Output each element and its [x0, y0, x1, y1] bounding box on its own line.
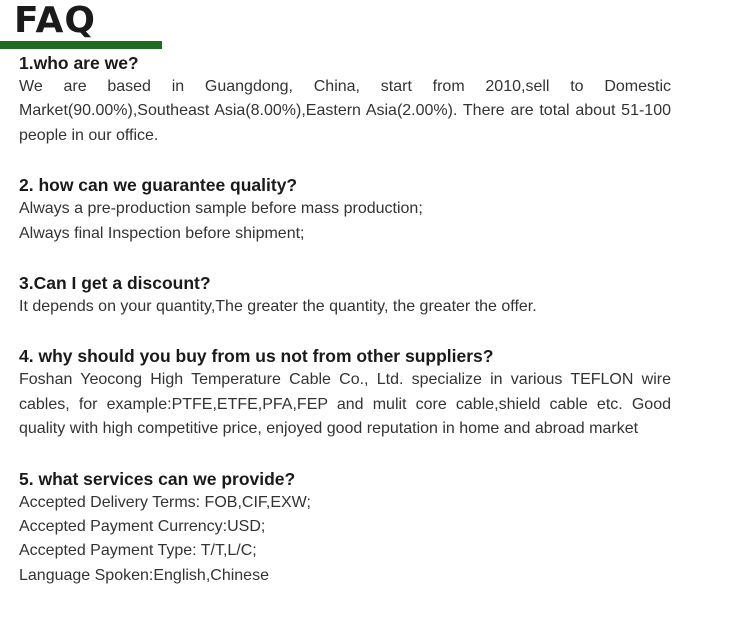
faq-item-why-us — [19, 343, 671, 441]
faq-answer-line: Language Spoken:English,Chinese — [19, 566, 269, 584]
faq-item-discount — [19, 270, 671, 319]
page-title: FAQ — [14, 0, 96, 41]
faq-question: 5. what services can we provide? — [19, 468, 296, 489]
faq-list — [19, 50, 671, 588]
faq-item-who-are-we — [19, 50, 671, 148]
faq-answer-line: Always a pre-production sample before mass production; — [19, 200, 423, 218]
faq-answer: Foshan Yeocong High Temperature Cable Co., Ltd. specialize in various TEFLON wire cables, for example:PTFE,ETFE,PFA,FEP and mulit core cable,shield cable etc. Good quality with high competitive price, enjoyed good reputation in home and abroad market — [19, 371, 671, 438]
faq-question: 2. how can we guarantee quality? — [19, 175, 298, 196]
faq-answer-line: Accepted Payment Type: T/T,L/C; — [19, 542, 257, 560]
title-underline-bar — [0, 41, 162, 49]
faq-answer-line: Accepted Delivery Terms: FOB,CIF,EXW; — [19, 493, 311, 511]
faq-item-quality — [19, 172, 671, 246]
faq-question: 3.Can I get a discount? — [19, 273, 211, 294]
faq-answer-line: Always final Inspection before shipment; — [19, 224, 305, 242]
faq-item-services — [19, 466, 671, 589]
faq-question: 4. why should you buy from us not from other suppliers? — [19, 346, 494, 367]
faq-answer: We are based in Guangdong, China, start from 2010,sell to Domestic Market(90.00%),Southeast Asia(8.00%),Eastern Asia(2.00%). There are total about 51-100 people in our office. — [19, 78, 671, 144]
faq-answer: It depends on your quantity,The greater the quantity, the greater the offer. — [19, 298, 537, 316]
faq-question: 1.who are we? — [19, 53, 139, 73]
faq-answer-line: Accepted Payment Currency:USD; — [19, 518, 266, 536]
